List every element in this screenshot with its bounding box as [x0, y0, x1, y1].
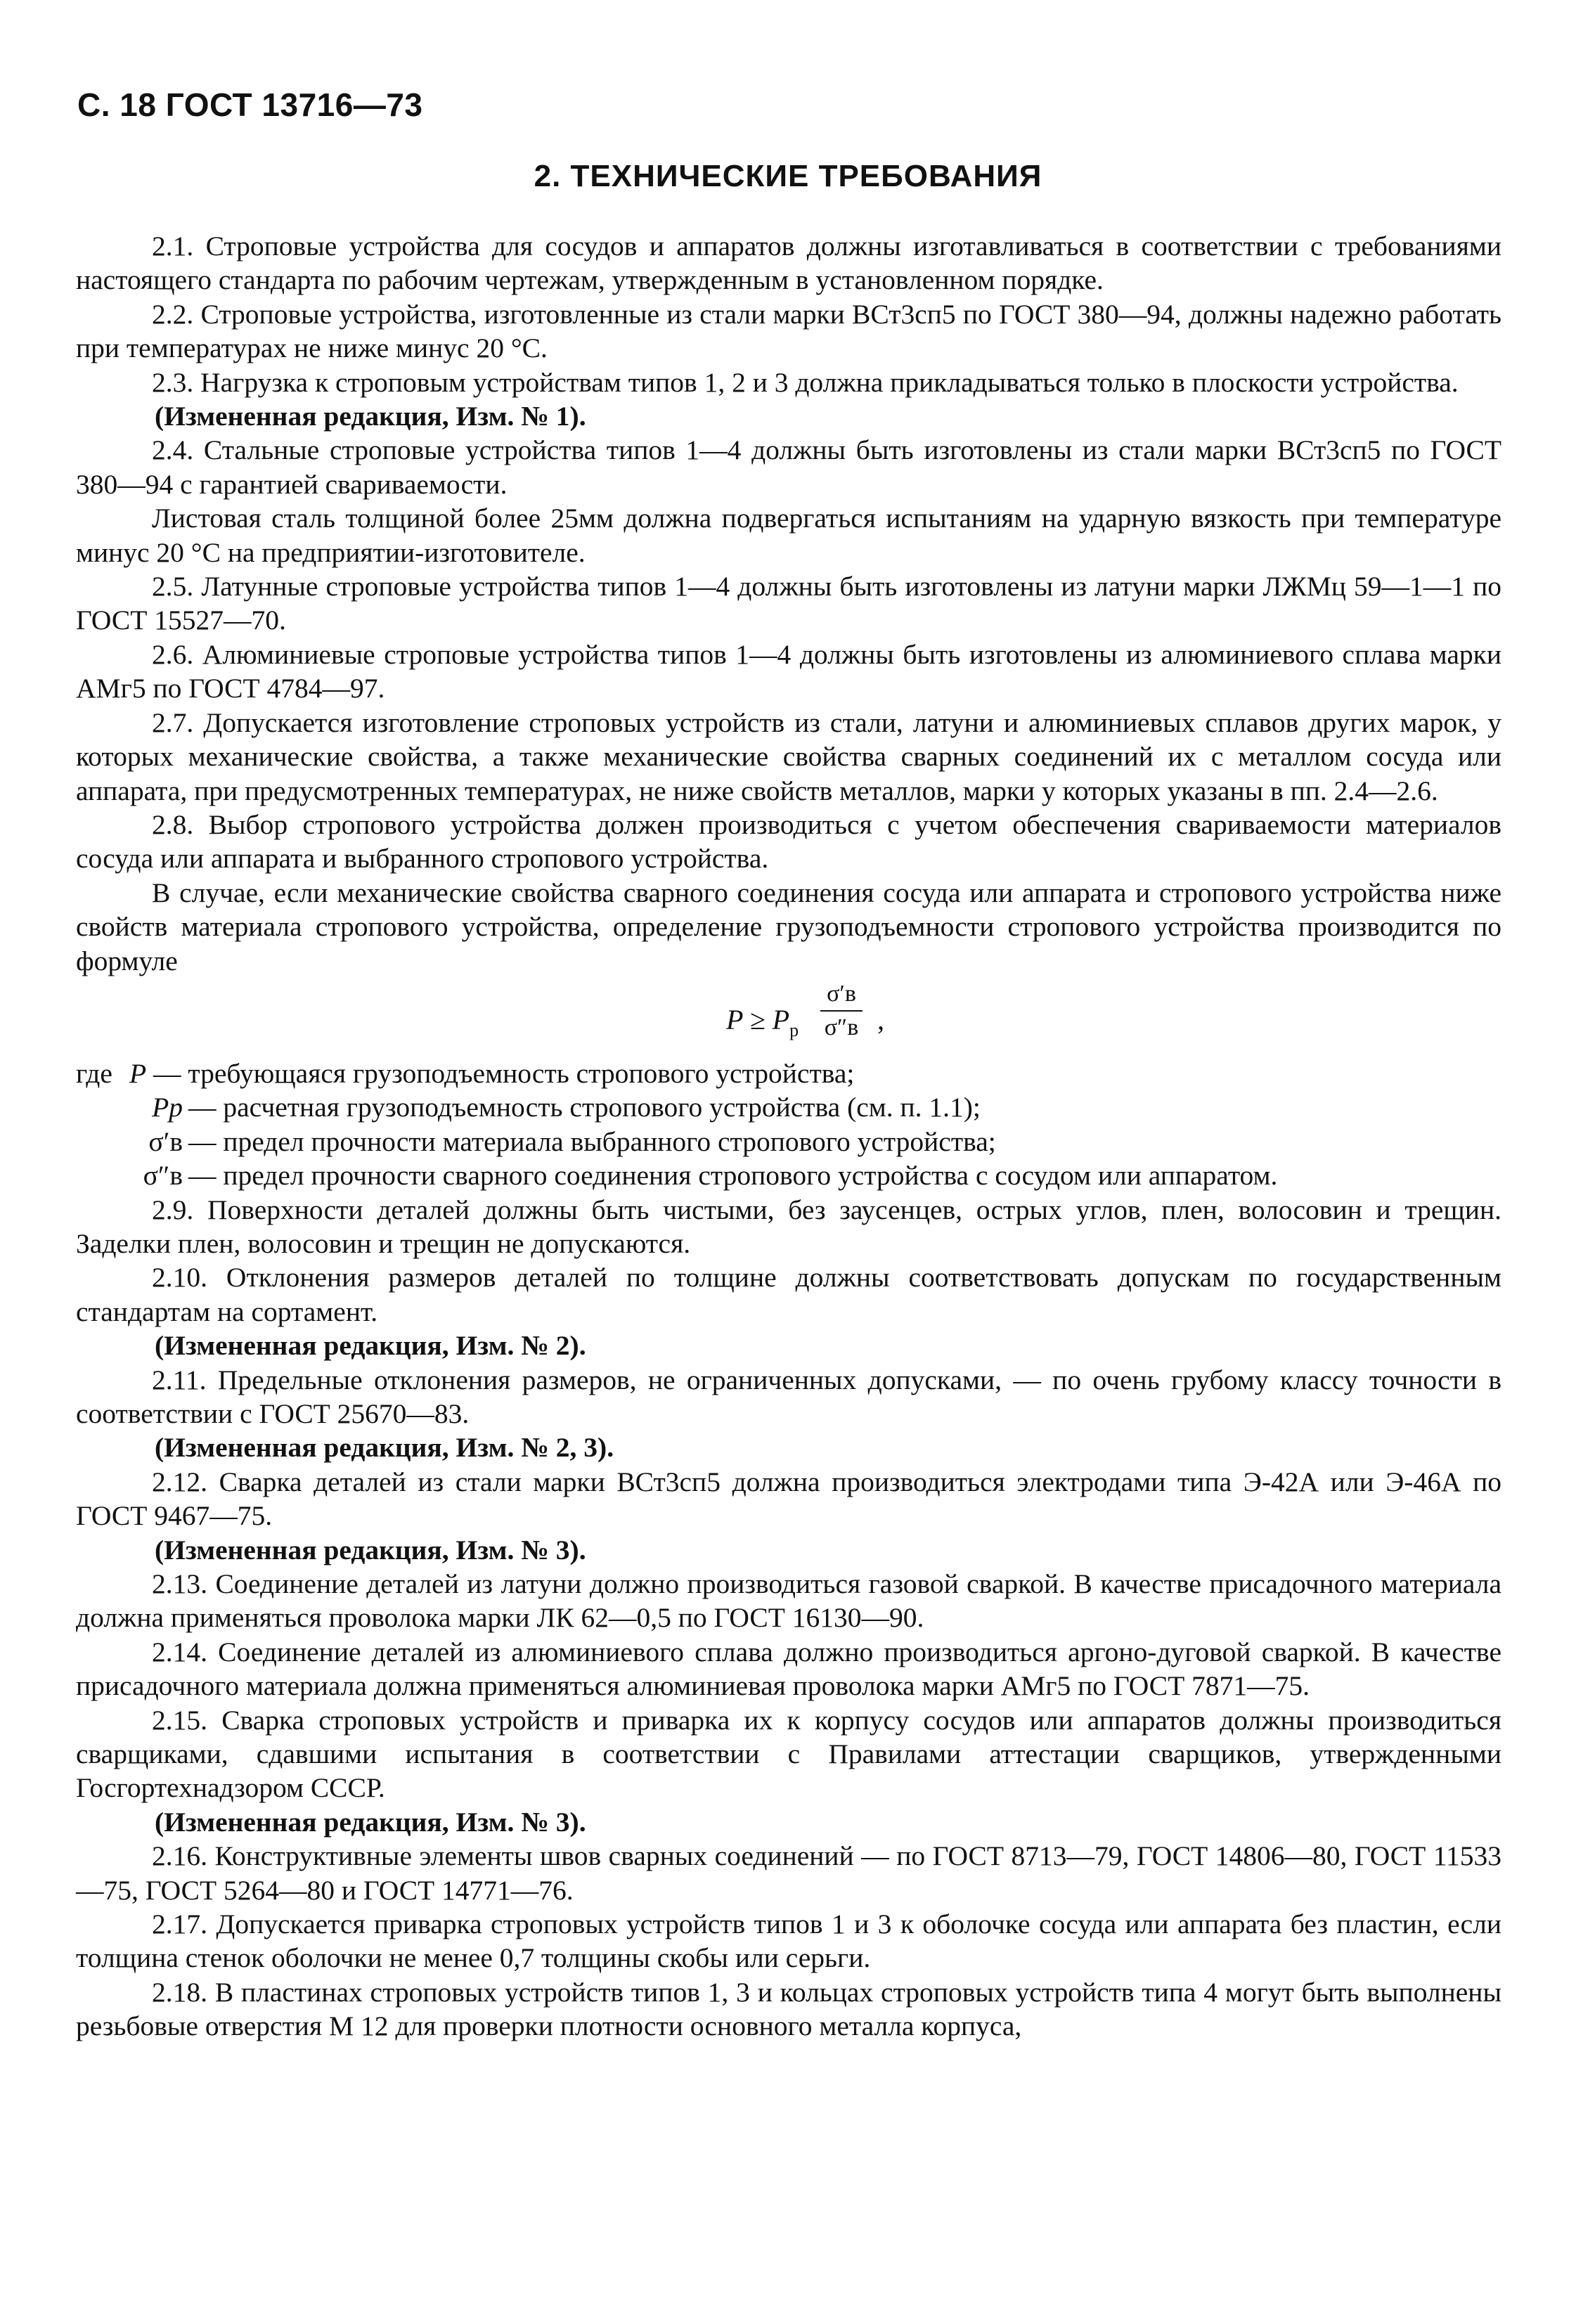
formula	[76, 978, 1501, 1054]
paragraph: 2.18. В пластинах строповых устройств типов 1, 3 и кольцах строповых устройств типа 4 могут быть выполнены резьбовые отверстия М 12 для проверки плотности основного металла корпуса,	[76, 1976, 1501, 2042]
paragraph: 2.8. Выбор стропового устройства должен производиться с учетом обеспечения свариваемости материалов сосуда или аппарата и выбранного стропового устройства.	[76, 808, 1501, 874]
formula-lhs-text: P ≥ P	[726, 1003, 790, 1035]
formula-lhs-subscript: p	[789, 1019, 799, 1040]
paragraph: 2.6. Алюминиевые строповые устройства типов 1—4 должны быть изготовлены из алюминиевого сплава марки АМг5 по ГОСТ 4784—97.	[76, 638, 1501, 704]
amendment-note: (Измененная редакция, Изм. № 1).	[155, 401, 586, 432]
formula-comma: ,	[877, 1003, 884, 1035]
definition-text: — требующаяся грузоподъемность стропового устройства;	[153, 1057, 855, 1089]
paragraph: Листовая сталь толщиной более 25мм должна подвергаться испытаниям на ударную вязкость при температуре минус 20 °С на предприятии-изготовителе.	[76, 503, 1501, 568]
amendment-note: (Измененная редакция, Изм. № 3).	[155, 1806, 586, 1838]
paragraph: 2.17. Допускается приварка строповых устройств типов 1 и 3 к оболочке сосуда или аппарата без пластин, если толщина стенок оболочки не менее 0,7 толщины скобы или серьги.	[76, 1909, 1501, 1974]
paragraph: 2.2. Строповые устройства, изготовленные из стали марки ВСт3сп5 по ГОСТ 380—94, должны надежно работать при температурах не ниже минус 20 °С.	[76, 298, 1501, 364]
definition-symbol: σ′в	[148, 1125, 183, 1157]
amendment-note: (Измененная редакция, Изм. № 2).	[155, 1330, 586, 1362]
paragraph: 2.12. Сварка деталей из стали марки ВСт3сп5 должна производиться электродами типа Э-42А или Э-46А по ГОСТ 9467—75.	[76, 1466, 1501, 1532]
paragraph: 2.16. Конструктивные элементы швов сварных соединений — по ГОСТ 8713—79, ГОСТ 14806—80, ГОСТ 11533—75, ГОСТ 5264—80 и ГОСТ 14771—76.	[76, 1840, 1501, 1906]
paragraph: 2.14. Соединение деталей из алюминиевого сплава должно производиться аргоно-дуговой сваркой. В качестве присадочного материала должна применяться алюминиевая проволока марки АМг5 по ГОСТ 7871—75.	[76, 1636, 1501, 1702]
paragraph: 2.9. Поверхности деталей должны быть чистыми, без заусенцев, острых углов, плен, волосовин и трещин. Заделки плен, волосовин и трещин не допускаются.	[76, 1194, 1501, 1259]
definition-symbol: σ″в	[143, 1160, 183, 1192]
paragraph-group-b	[76, 1193, 1501, 2044]
section-title: 2. ТЕХНИЧЕСКИЕ ТРЕБОВАНИЯ	[534, 159, 1042, 193]
definition-item	[76, 1090, 1501, 1124]
definition-item	[76, 1057, 1501, 1090]
paragraph: 2.4. Стальные строповые устройства типов 1—4 должны быть изготовлены из стали марки ВСт3сп5 по ГОСТ 380—94 с гарантией свариваемости.	[76, 434, 1501, 500]
definitions-list	[76, 1057, 1501, 1193]
paragraph: В случае, если механические свойства сварного соединения сосуда или аппарата и стропового устройства ниже свойств материала стропового устройства, определение грузоподъемности стропового устройства производится по формуле	[76, 877, 1501, 976]
definition-text: — предел прочности сварного соединения стропового устройства с сосудом или аппаратом.	[188, 1160, 1278, 1192]
paragraph: 2.11. Предельные отклонения размеров, не ограниченных допусками, — по очень грубому классу точности в соответствии с ГОСТ 25670—83.	[76, 1364, 1501, 1429]
paragraph: 2.1. Строповые устройства для сосудов и аппаратов должны изготавливаться в соответствии с требованиями настоящего стандарта по рабочим чертежам, утвержденным в установленном порядке.	[76, 231, 1501, 296]
paragraph: 2.13. Соединение деталей из латуни должно производиться газовой сваркой. В качестве присадочного материала должна применяться проволока марки ЛК 62—0,5 по ГОСТ 16130—90.	[76, 1568, 1501, 1634]
amendment-note: (Измененная редакция, Изм. № 3).	[155, 1534, 586, 1566]
paragraph-group-a	[76, 229, 1501, 978]
formula-denominator: σ″в	[824, 1014, 859, 1040]
definition-line	[129, 1057, 854, 1090]
definition-symbol: P	[129, 1057, 147, 1089]
definitions-lead: где	[76, 1057, 112, 1089]
definition-item	[76, 1158, 1501, 1192]
paragraph: 2.10. Отклонения размеров деталей по толщине должны соответствовать допускам по государственным стандартам на сортамент.	[76, 1262, 1501, 1327]
amendment-note: (Измененная редакция, Изм. № 2, 3).	[155, 1432, 614, 1464]
formula-numerator: σ′в	[827, 980, 856, 1007]
definition-item	[76, 1125, 1501, 1158]
paragraph: 2.3. Нагрузка к строповым устройствам типов 1, 2 и 3 должна прикладываться только в плоскости устройства.	[152, 366, 1459, 398]
formula-fraction	[818, 978, 865, 1044]
formula-lhs	[726, 1003, 799, 1047]
definition-text: — предел прочности материала выбранного стропового устройства;	[188, 1125, 996, 1157]
paragraph: 2.7. Допускается изготовление строповых устройств из стали, латуни и алюминиевых сплавов других марок, у которых механические свойства, а также механические свойства сварных соединений их с металлом сосуда или аппарата, при предусмотренных температурах, не ниже свойств металлов, марки у которых указаны в пп. 2.4—2.6.	[76, 706, 1501, 806]
paragraph: 2.5. Латунные строповые устройства типов 1—4 должны быть изготовлены из латуни марки ЛЖМц 59—1—1 по ГОСТ 15527—70.	[76, 571, 1501, 636]
definition-symbol: Pр	[152, 1092, 183, 1123]
definition-text: — расчетная грузоподъемность стропового устройства (см. п. 1.1);	[188, 1092, 981, 1123]
body-text	[76, 229, 1501, 2044]
paragraph: 2.15. Сварка строповых устройств и приварка их к корпусу сосудов или аппаратов должны производиться сварщиками, сдавшими испытания в соответствии с Правилами аттестации сварщиков, утвержденными Госгортехнадзором СССР.	[76, 1704, 1501, 1804]
page-header: С. 18 ГОСТ 13716—73	[77, 86, 423, 123]
